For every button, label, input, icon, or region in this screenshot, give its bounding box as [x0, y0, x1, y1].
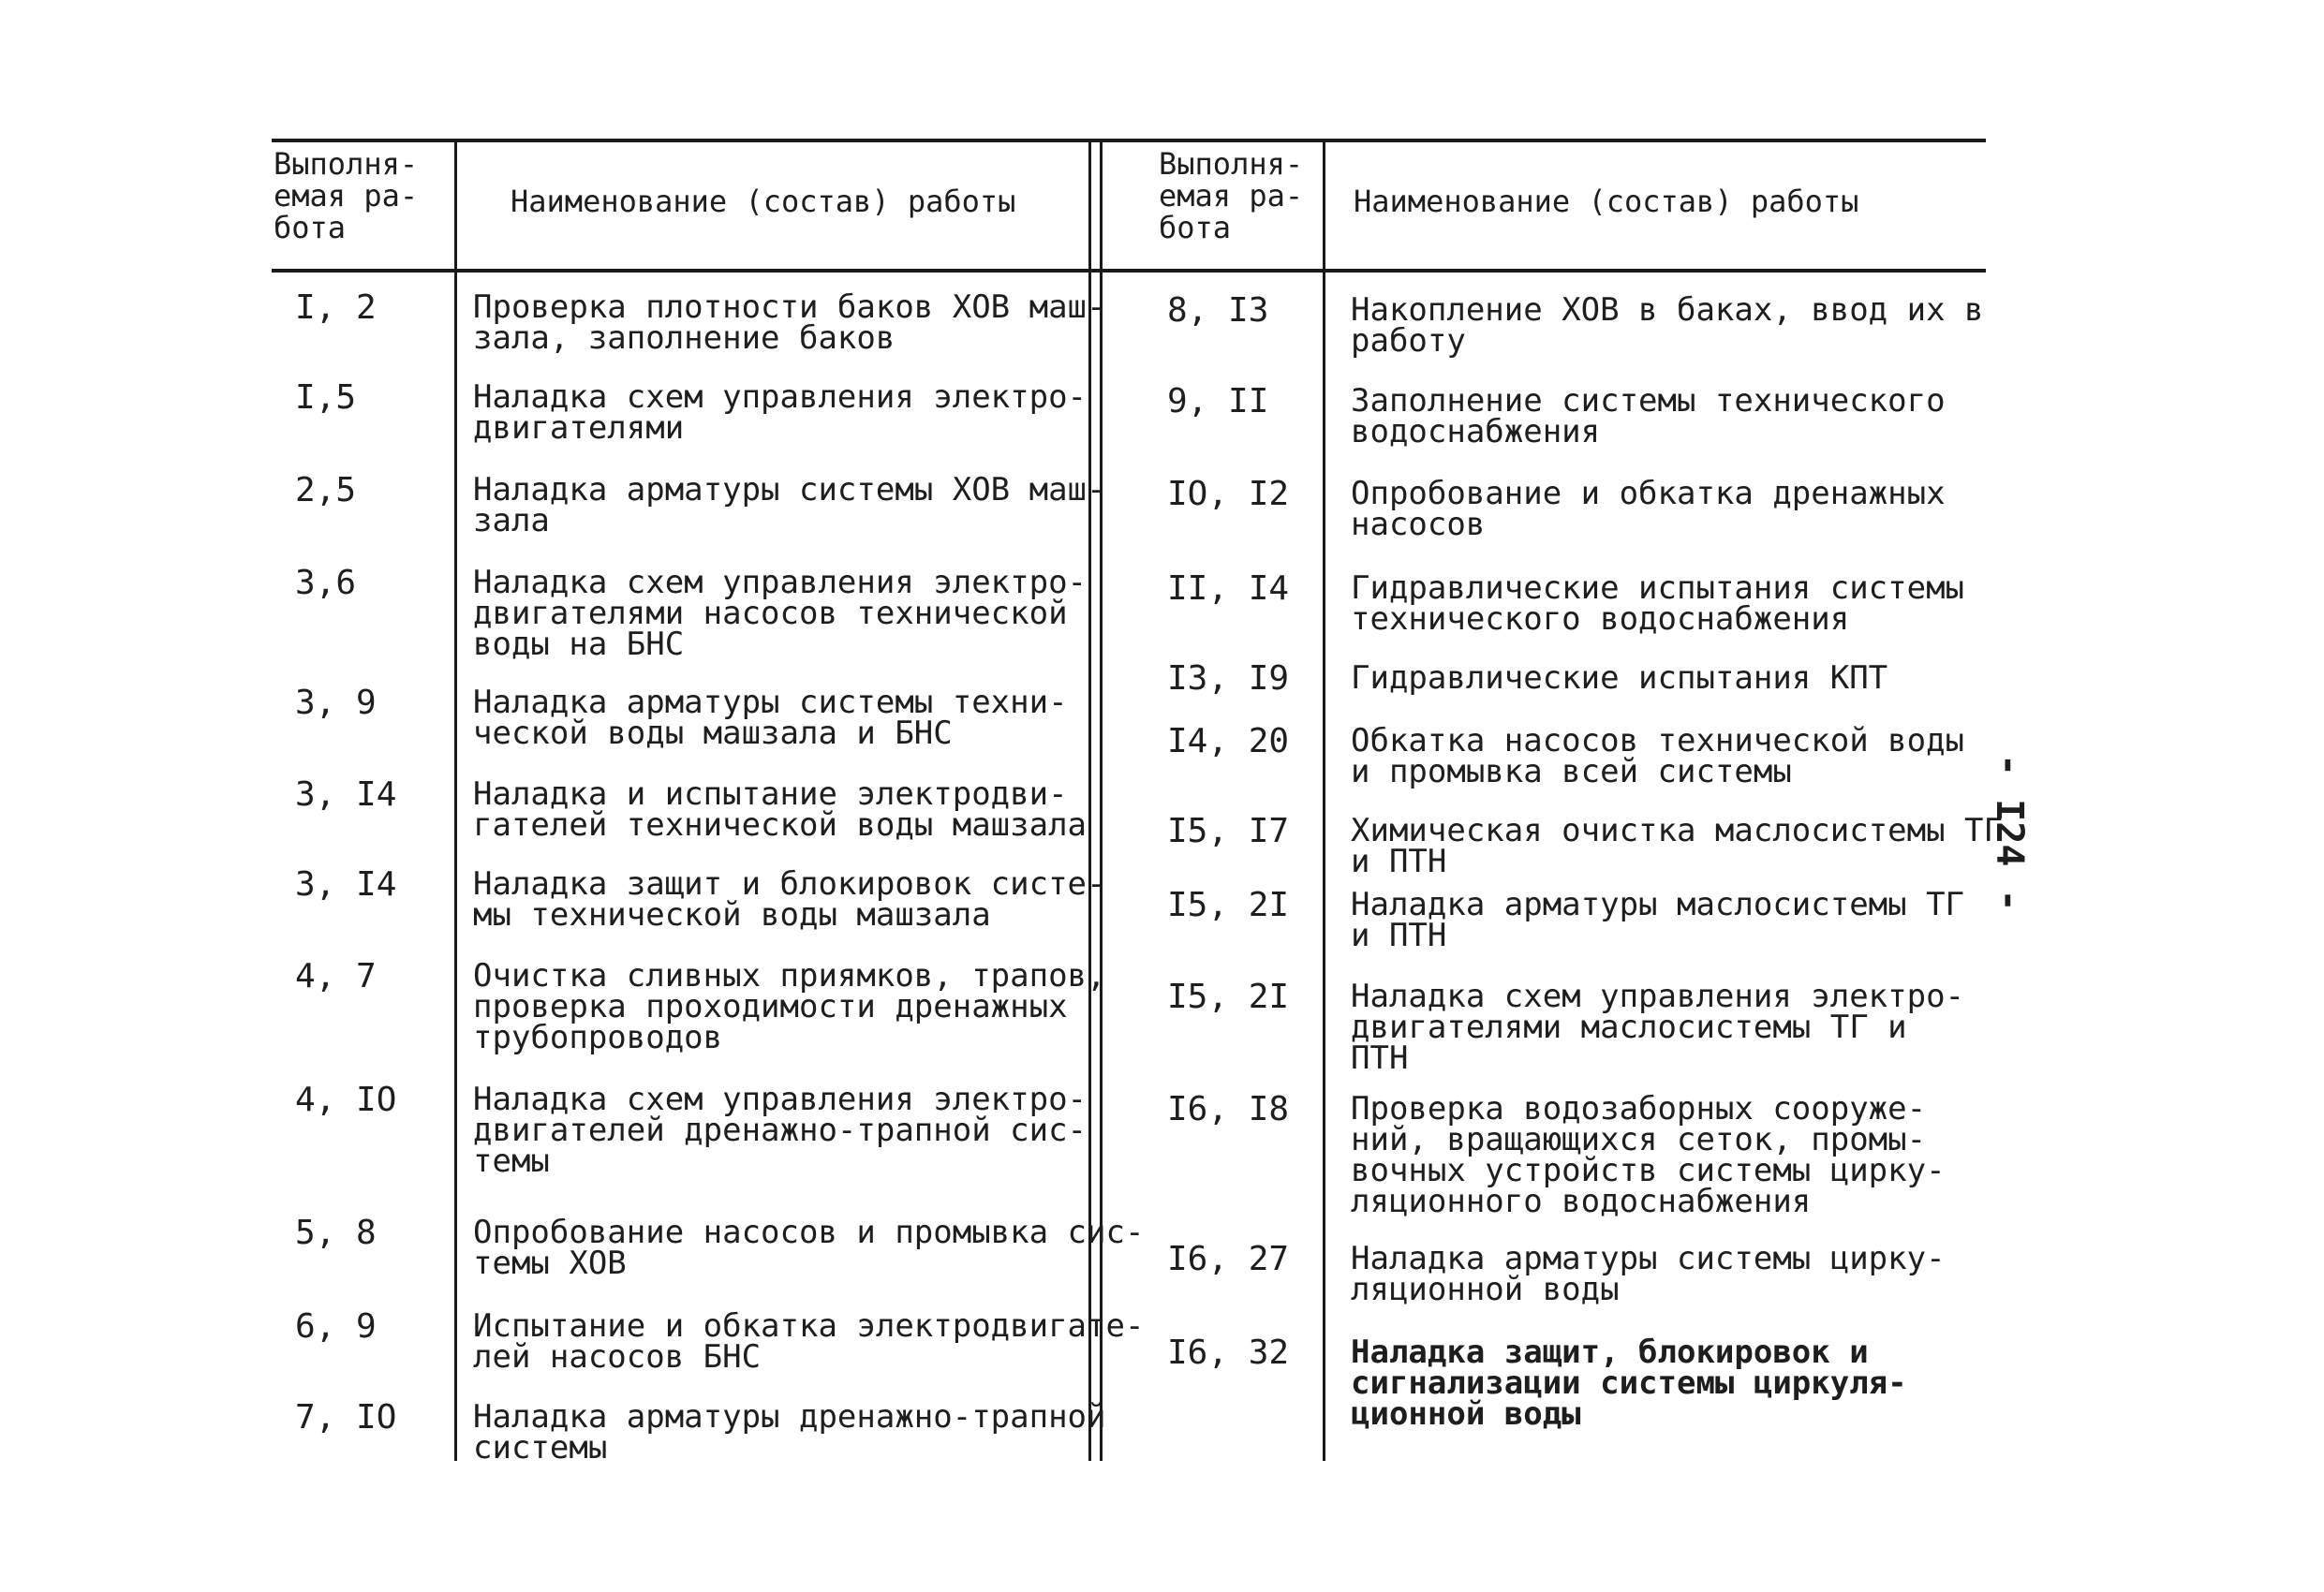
work-name-right: Наладка защит, блокировок и сигнализации системы циркуля- ционной воды [1351, 1334, 1907, 1433]
work-name-right: Гидравлические испытания КПТ [1351, 659, 1888, 697]
work-code-right: 8, I3 [1167, 291, 1269, 330]
work-name-right: Наладка арматуры системы цирку- ляционной воды [1351, 1240, 1946, 1308]
work-name-left: Наладка арматуры системы техни- ческой воды машзала и БНС [473, 684, 1068, 752]
work-name-left: Наладка схем управления электро- двигателями насосов технической воды на БНС [473, 564, 1088, 663]
header-bottom-rule [272, 269, 1986, 273]
work-name-right: Накопление ХОВ в баках, ввод их в работу [1351, 291, 1984, 360]
work-name-right: Обкатка насосов технической воды и промывка всей системы [1351, 722, 1965, 790]
work-code-right: I5, 2I [1167, 886, 1290, 924]
work-name-right: Наладка схем управления электро- двигателями маслосистемы ТГ и ПТН [1351, 978, 1965, 1077]
work-code-right: 9, II [1167, 382, 1269, 420]
work-name-left: Проверка плотности баков ХОВ маш- зала, заполнение баков [473, 288, 1106, 357]
header-work-right: Выполня- емая ра- бота [1159, 146, 1304, 245]
work-name-right: Опробование и обкатка дренажных насосов [1351, 475, 1946, 543]
work-code-right: IO, I2 [1167, 475, 1290, 513]
work-code-right: II, I4 [1167, 569, 1290, 608]
work-code-left: I, 2 [295, 288, 377, 327]
work-code-left: 3, 9 [295, 684, 377, 722]
work-code-left: 3,6 [295, 564, 357, 602]
header-name-right: Наименование (состав) работы [1354, 184, 1859, 219]
work-name-left: Наладка схем управления электро- двигателей дренажно-трапной сис- темы [473, 1081, 1088, 1180]
work-name-left: Наладка арматуры дренажно-трапной системы [473, 1398, 1106, 1467]
work-name-left: Наладка схем управления электро- двигателями [473, 378, 1088, 447]
work-name-right: Заполнение системы технического водоснабжения [1351, 382, 1946, 450]
work-name-left: Испытание и обкатка электродвигате- лей насосов БНС [473, 1307, 1145, 1376]
work-code-left: 3, I4 [295, 775, 397, 814]
work-code-right: I3, I9 [1167, 659, 1290, 698]
work-code-left: 4, IO [295, 1081, 397, 1119]
work-code-left: 2,5 [295, 471, 357, 509]
work-code-right: I6, 32 [1167, 1334, 1290, 1372]
work-code-right: I5, 2I [1167, 978, 1290, 1016]
header-name-left: Наименование (состав) работы [511, 184, 1016, 219]
work-name-right: Гидравлические испытания системы технического водоснабжения [1351, 569, 1965, 638]
work-code-left: 4, 7 [295, 957, 377, 995]
work-name-left: Наладка арматуры системы ХОВ маш- зала [473, 471, 1106, 539]
work-code-right: I4, 20 [1167, 722, 1290, 760]
work-code-left: 7, IO [295, 1398, 397, 1437]
column-divider-3 [1323, 140, 1325, 1461]
work-name-left: Наладка защит и блокировок систе- мы технической воды машзала [473, 865, 1106, 934]
work-name-left: Наладка и испытание электродви- гателей технической воды машзала [473, 775, 1088, 844]
work-code-right: I5, I7 [1167, 812, 1290, 850]
page-number: - I24 - [1988, 754, 2031, 912]
work-name-right: Наладка арматуры маслосистемы ТГ и ПТН [1351, 886, 1965, 954]
work-code-left: 5, 8 [295, 1214, 377, 1252]
work-code-left: 6, 9 [295, 1307, 377, 1346]
work-name-left: Опробование насосов и промывка сис- темы ХОВ [473, 1214, 1145, 1282]
work-name-right: Проверка водозаборных сооруже- ний, вращающихся сеток, промы- вочных устройств системы цирку- ляционного водоснабжения [1351, 1090, 1946, 1220]
header-work-left: Выполня- емая ра- бота [274, 146, 419, 245]
work-name-right: Химическая очистка маслосистемы ТГ и ПТН [1351, 812, 2003, 880]
work-code-left: 3, I4 [295, 865, 397, 904]
table-top-rule [272, 139, 1986, 142]
work-name-left: Очистка сливных приямков, трапов, проверка проходимости дренажных трубопроводов [473, 957, 1106, 1056]
work-code-right: I6, I8 [1167, 1090, 1290, 1128]
work-code-left: I,5 [295, 378, 357, 417]
work-code-right: I6, 27 [1167, 1240, 1290, 1278]
column-divider-1 [454, 140, 457, 1461]
